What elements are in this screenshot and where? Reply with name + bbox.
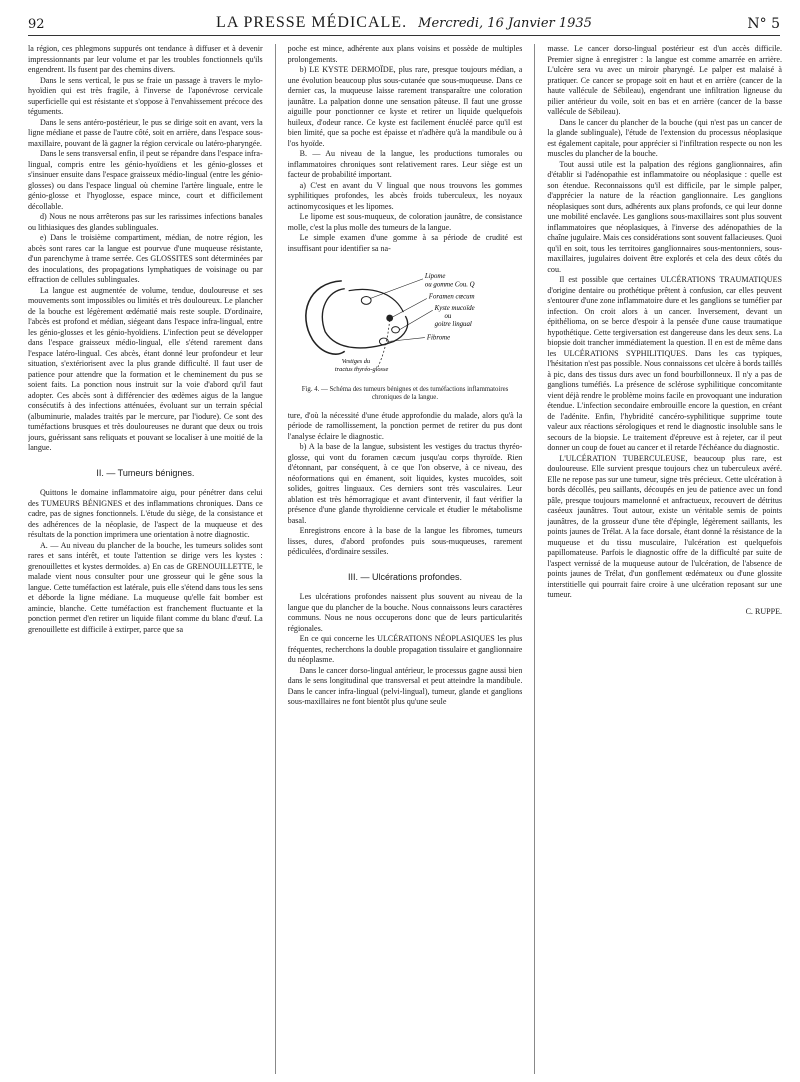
- label-foramen: Foramen cœcum: [428, 293, 475, 301]
- paragraph: Les ulcérations profondes naissent plus souvent au niveau de la langue que du plancher de la bouche. Nous connaissons leurs caractères communs. Nous ne nous occuperons donc que de leurs particularités régionales.: [287, 592, 523, 633]
- paragraph: d) Nous ne nous arrêterons pas sur les rarissimes infections banales ou lithiasiques des glandes sublinguales.: [28, 212, 263, 232]
- paragraph: Quittons le domaine inflammatoire aigu, pour pénétrer dans celui des TUMEURS BÉNIGNES et des inflammations chroniques. Dans ce cadre, pas de signes fonctionnels. L'étude du siège, de la consistance et des adhérences de la néoplasie, de l'aspect de la muqueuse et des résultats de la ponction imprimera une orientation à notre diagnostic.: [28, 488, 263, 539]
- paragraph: B. — Au niveau de la langue, les productions tumorales ou inflammatoires chroniques sont relativement rares. Leur siège est un facteur de probabilité important.: [287, 149, 523, 179]
- paragraph: La langue est augmentée de volume, tendue, douloureuse et ses mouvements sont impossibles ou limités et très douloureux. Le plancher de la bouche est légèrement œdématié mais reste souple. D'ordinaire, l'abcès est profond et médian, siégeant dans l'espace infra-lingual, entre les génio-glosses et les génio-hyoïdiens. L'infection peut se développer dans l'espace graisseux médio-lingual, elle s'étend rarement dans l'espace latéro-lingual. Ces abcès, étant donné leur profondeur et leur situation, s'extériorisent avec la plus grande difficulté. Il faut user de patience pour attendre que la formation et le cheminement du pus se soient faits. La ponction nous instruit sur la voie d'abord qu'il faut adopter. Ces abcès sont à différencier des œdèmes aigus de la langue consécutifs à des infections atténuées, évoluant sur un terrain spécial (albuminurie, malades traités par le mercure, par l'iodure). Ce sont des tuméfactions brusques et très douloureuses ne durant que deux ou trois jours, guérissant sans reliquats et pouvant se localiser à une moitié de la langue.: [28, 285, 263, 452]
- column-divider: [534, 44, 535, 1074]
- issue-date: Mercredi, 16 Janvier 1935: [418, 16, 592, 31]
- mandible-outline: [306, 281, 345, 354]
- paragraph: ture, d'où la nécessité d'une étude approfondie du malade, alors qu'à la période de ramollissement, la ponction permet de retirer du pus dont l'analyse éclaire le diagnostic.: [287, 410, 523, 441]
- tongue-outline: [322, 289, 407, 348]
- paragraph: En ce qui concerne les ULCÉRATIONS NÉOPLASIQUES les plus fréquentes, recherchons la double propagation tissulaire et ganglionnaire du néoplasme.: [287, 634, 523, 664]
- paragraph: e) Dans le troisième compartiment, médian, de notre région, les abcès sont rares car la langue est pourvue d'une muqueuse résistante, d'un parenchyme à trame serrée. Ces GLOSSITES sont déterminées par des inoculations, des propagations lymphatiques de voisinage ou par effraction de cellules sublinguales.: [28, 233, 263, 284]
- paragraph: la région, ces phlegmons suppurés ont tendance à diffuser et à devenir impressionnants par leur volume et par les troubles fonctionnels qu'ils engendrent. Ils fusent par des chemins divers.: [28, 44, 263, 74]
- label-lipome: Lipome: [424, 272, 446, 280]
- paragraph: masse. Le cancer dorso-lingual postérieur est d'un accès difficile. Premier signe à enregistrer : la langue est comme amarrée en arrière. L'ulcère sera vu avec un miroir pharyngé. Le palper est malaisé à pratiquer. Ce cancer se propage soit en haut et en arrière (cancer de la haute vallécule de Sébileau), engendrant une infiltration ligneuse du pilier antérieur du voile, soit en bas et en arrière (cancer de la basse vallécule de Sébileau).: [547, 44, 783, 116]
- figure-caption: Fig. 4. — Schéma des tumeurs bénignes et des tuméfactions inflammatoires chroniques de la langue.: [301, 385, 509, 401]
- paragraph: Tout aussi utile est la palpation des régions ganglionnaires, afin d'établir si l'adénopathie est inflammatoire ou néoplasique : quelle est son étendue. Reconnaissons qu'il est difficile, par le simple palper, d'apprécier la nature de la réaction ganglionnaire. Les ganglions néoplasiques sont durs, adhérents aux plans profonds, ce qui leur donne une mobilité enclavée. Les ganglions sous-maxillaires sont plus souvent inflammatoires que néoplasiques, à l'inverse des adénopathies de la chaîne jugulaire. Mais ces considérations sont souvent fallacieuses. Quoi qu'il en soit, tous les territoires ganglionnaires sous-mentonniers, sous-maxillaires, jugulaires doivent être explorés et cela des deux côtés du cou.: [547, 159, 783, 274]
- paragraph: b) LE KYSTE DERMOÏDE, plus rare, presque toujours médian, a une évolution beaucoup plus sous-cutanée que sous-muqueuse. Dans ce dernier cas, la muqueuse laisse rarement transparaître une coloration jaunâtre. La palpation donne une sensation pâteuse. Il faut une grosse aiguille pour ponctionner ce kyste et retirer un liquide quelquefois huileux, d'odeur rance. Ce kyste est facilement énucléé parce qu'il est bien limité, que sa poche est épaisse et n'adhère qu'à la mandibule ou à l'os hyoïde.: [287, 65, 523, 148]
- paragraph: Il est possible que certaines ULCÉRATIONS TRAUMATIQUES d'origine dentaire ou prothétique prêtent à confusion, car elles peuvent s'entourer d'une zone inflammatoire dure et les ganglions se tuméfier par infection. On croit alors à un cancer. Inversement, devant un épithélioma, on se berce d'espoir à la pensée d'une cause traumatique hypothétique. Cette tergiversation est dangereuse dans les deux sens. La biopsie doit trancher immédiatement la question. Il en est de même dans les ULCÉRATIONS SYPHILITIQUES. Dans les cas typiques, l'hésitation n'est pas possible. Nous connaissons cet ulcère à bords taillés à pic, dans des tissus durs avec un fond bourbillonneux. Il n'y a pas de ganglions tuméfiés. La présence de sclérose syphilitique concomitante vient déjà rendre le problème moins facile en provoquant une induration étendue. L'infection secondaire embrouille encore la question, en créant de l'adénite. Enfin, l'hybridité cancéro-syphilitique supprime toute valeur aux réactions sérologiques et rend le diagnostic insoluble sans le secours de la biopsie. Le traitement d'épreuve est à rejeter, car il peut donner un coup de fouet au cancer et il retarde l'échéance du diagnostic.: [547, 275, 783, 452]
- paragraph: b) A la base de la langue, subsistent les vestiges du tractus thyréo-glosse, qui vont du foramen cæcum jusqu'au corps thyroïde. Rien d'étonnant, par conséquent, à ce que l'on observe, à ce niveau, des néoformations qui en émanent, soit liquides, kystes mucoïdes, soit solides, goitres linguaux. Ces derniers sont très vasculaires. Leur ablation est très hémorragique et avant d'intervenir, il faut vérifier la présence d'une glande thyroïdienne cervicale et étudier le métabolisme basal.: [287, 442, 523, 525]
- masthead: [216, 12, 592, 32]
- paragraph: Dans le sens vertical, le pus se fraie un passage à travers le mylo-hyoïdien qui est très fragile, à l'inverse de l'aponévrose cervicale superficielle qui est résistante et s'oppose à l'envahissement précoce des téguments.: [28, 75, 263, 116]
- label-kyste-ou: ou: [444, 313, 451, 321]
- article-columns: [28, 44, 782, 1074]
- tongue-dorsum: [348, 289, 403, 312]
- author-signature: C. RUPPE.: [745, 606, 783, 616]
- paragraph: Le lipome est sous-muqueux, de coloration jaunâtre, de consistance molle, c'est la plus molle des tumeurs de la langue.: [287, 212, 523, 232]
- journal-title: LA PRESSE MÉDICALE.: [216, 14, 408, 31]
- paragraph: Dans le cancer du plancher de la bouche (qui n'est pas un cancer de la glande sublinguale), l'étude de l'extension du processus néoplasique est également capitale, pour apprécier si l'infiltration respecte ou non les muscles du plancher de la bouche.: [547, 117, 783, 158]
- section-heading-3: III. — Ulcérations profondes.: [347, 571, 463, 582]
- paragraph: Le simple examen d'une gomme à sa période de crudité est insuffisant pour identifier sa na-: [287, 233, 523, 253]
- label-kyste: Kyste mucoïde: [434, 305, 475, 313]
- column-1: [28, 44, 263, 1074]
- paragraph: A. — Au niveau du plancher de la bouche, les tumeurs solides sont rares et sans intérêt, et toute l'attention se dirige vers les kystes : grenouillettes et kystes dermoïdes. a) En cas de GRENOUILLETTE, le malade vient nous consulter pour une grosseur qui le gêne sous la langue. Cette tuméfaction est latérale, puis elle s'étend dans tous les sens et déborde la ligne médiane. La muqueuse qu'elle fait bomber est amincie, blanche. Cette tuméfaction est franchement fluctuante et la ponction permet d'en retirer un liquide filant comme du blanc d'œuf. La grenouillette est difficile à extirper, parce que sa: [28, 540, 263, 634]
- paragraph: Dans le sens antéro-postérieur, le pus se dirige soit en avant, vers la ligne médiane et passe de l'autre côté, soit en arrière, dans l'espace sous-maxillaire, pouvant de là gagner la région cervicale ou latéro-pharyngée.: [28, 117, 263, 148]
- label-gomme: ou gomme Cou. Q: [424, 281, 475, 289]
- issue-number: N° 5: [747, 16, 780, 32]
- column-3: [547, 44, 782, 1074]
- page-header: [28, 10, 780, 36]
- section-heading-2: II. — Tumeurs bénignes.: [96, 467, 195, 478]
- label-tractus: tractus thyréo-glosse: [334, 365, 388, 373]
- kyste-mark: [391, 327, 399, 333]
- paragraph: Enregistrons encore à la base de la langue les fibromes, tumeurs lisses, dures, d'abord profondes puis sous-muqueuses, rarement pédiculées, d'ordinaire sessiles.: [287, 526, 523, 556]
- column-2: [288, 44, 523, 1074]
- paragraph: L'ULCÉRATION TUBERCULEUSE, beaucoup plus rare, est douloureuse. Elle survient presque toujours chez un tuberculeux avéré. Elle ne repose pas sur une tumeur, signe très précieux. Cette ulcération à bords décollés, peu saillants, découpés en jeu de patience avec un fond pâle, presque toujours mamelonné et anfractueux, recouvert de détritus caséeux jaunâtres. Tout autour, existe un véritable semis de points jaunâtres, de la grosseur d'une tête d'épingle, légèrement saillants, les points jaunes de Trélat. A la face dorsale, étant donné la résistance de la muqueuse et du tissu musculaire, l'ulcération est quelquefois papillomateuse. Parfois le diagnostic offre de la difficulté par suite de l'aspect vernissé de la muqueuse autour de l'ulcération, de l'absence de points jaunes de Trélat, d'un gonflement œdémateux ou d'une glossite interstitielle qui pourrait faire croire à une ulcération reposant sur une tumeur.: [547, 453, 783, 599]
- label-fibrome: Fibrome: [426, 334, 450, 342]
- column-divider: [275, 44, 276, 1074]
- paragraph: a) C'est en avant du V lingual que nous trouvons les gommes syphilitiques profondes, les abcès froids tuberculeux, les noyaux actinomycosiques et les lipomes.: [287, 180, 523, 211]
- paragraph: Dans le cancer dorso-lingual antérieur, le processus gagne aussi bien dans le sens longitudinal que transversal et peut atteindre la mandibule. Dans le cancer infra-lingual (pelvi-lingual), tumeur, glande et ganglions sous-maxillaires ne font bientôt plus qu'une seule: [287, 665, 523, 706]
- lipome-mark: [361, 297, 371, 305]
- label-vestiges: Vestiges du: [341, 358, 370, 366]
- tongue-tumor-diagram: [288, 260, 523, 378]
- paragraph: poche est mince, adhérente aux plans voisins et possède de multiples prolongements.: [287, 44, 523, 64]
- paragraph: Dans le sens transversal enfin, il peut se répandre dans l'espace infra-lingual, compris entre les génio-hyoïdiens et les génio-glosses et s'insinuer ensuite dans l'espace graisseux médio-lingual (entre les génio-glosses) ou dans l'espace lingual où chemine l'artère linguale, entre le génio-glosse et l'hyoglosse, espace mince, court et difficilement décollable.: [28, 149, 263, 211]
- label-goitre: goitre lingual: [434, 320, 472, 328]
- page-number: 92: [28, 17, 45, 32]
